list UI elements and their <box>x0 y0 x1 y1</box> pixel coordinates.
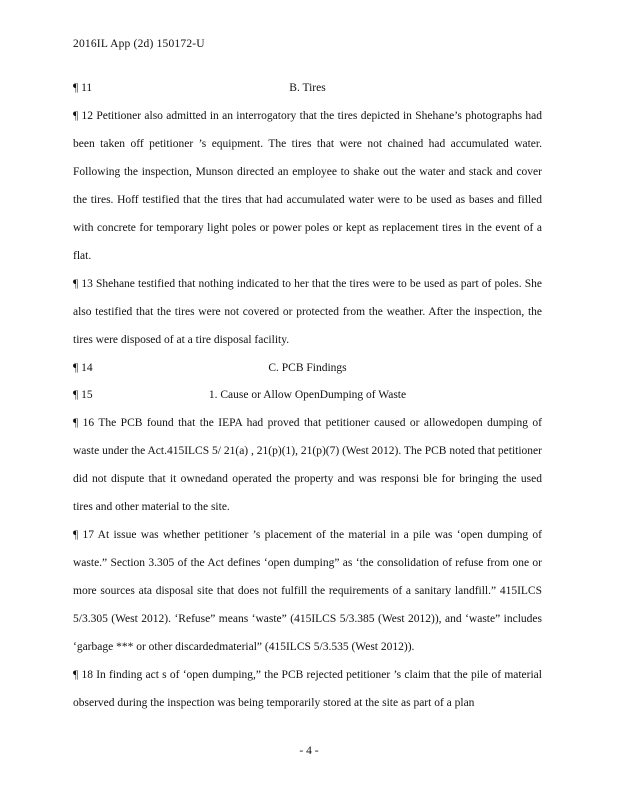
case-citation-header: 2016IL App (2d) 150172-U <box>73 38 205 50</box>
document-body <box>73 75 542 718</box>
section-heading-tires <box>73 75 542 103</box>
paragraph-17: ¶ 17 At issue was whether petitioner ’s placement of the material in a pile was ‘open dumping of waste.” Section 3.305 of the Act defines ‘open dumping” as ‘the consolidation of refuse from one or more sources ata disposal site that does not fulfill the requirements of a sanitary landfill.” 415ILCS 5/3.305 (West 2012). ‘Refuse” means ‘waste” (415ILCS 5/3.385 (West 2012)), and ‘waste” includes ‘garbage *** or other discardedmaterial” (415ILCS 5/3.535 (West 2012)). <box>73 529 542 654</box>
section-heading-pcb-findings <box>73 355 542 383</box>
page-number: - 4 - <box>299 745 319 757</box>
subsection-heading-open-dumping <box>73 382 542 410</box>
paragraph-12: ¶ 12 Petitioner also admitted in an interrogatory that the tires depicted in Shehane’s photographs had been taken off petitioner ’s equipment. The tires that were not chained had accumulated water. Following the inspection, Munson directed an employee to shake out the water and stack and cover the tires. Hoff testified that the tires that had accumulated water were to be used as bases and filled with concrete for temporary light poles or power poles or kept as replacement tires in the event of a flat. <box>73 109 542 262</box>
paragraph-number: ¶ 15 <box>73 389 93 402</box>
heading-title: 1. Cause or Allow OpenDumping of Waste <box>208 389 407 402</box>
paragraph-13: ¶ 13 Shehane testified that nothing indicated to her that the tires were to be used as part of poles. She also testified that the tires were not covered or protected from the weather. After the inspection, the tires were disposed of at a tire disposal facility. <box>73 277 542 346</box>
paragraph-number: ¶ 11 <box>73 82 93 94</box>
paragraph-18: ¶ 18 In finding act s of ‘open dumping,” the PCB rejected petitioner ’s claim that the pile of material observed during the inspection was being temporarily stored at the site as part of a plan <box>73 668 542 709</box>
paragraph-16: ¶ 16 The PCB found that the IEPA had proved that petitioner caused or allowedopen dumping of waste under the Act.415ILCS 5/ 21(a) , 21(p)(1), 21(p)(7) (West 2012). The PCB noted that petitioner did not dispute that it ownedand operated the property and was responsi ble for bringing the used tires and other material to the site. <box>73 417 542 514</box>
heading-title: B. Tires <box>289 82 326 94</box>
paragraph-number: ¶ 14 <box>73 361 93 374</box>
heading-title: C. PCB Findings <box>268 361 347 374</box>
